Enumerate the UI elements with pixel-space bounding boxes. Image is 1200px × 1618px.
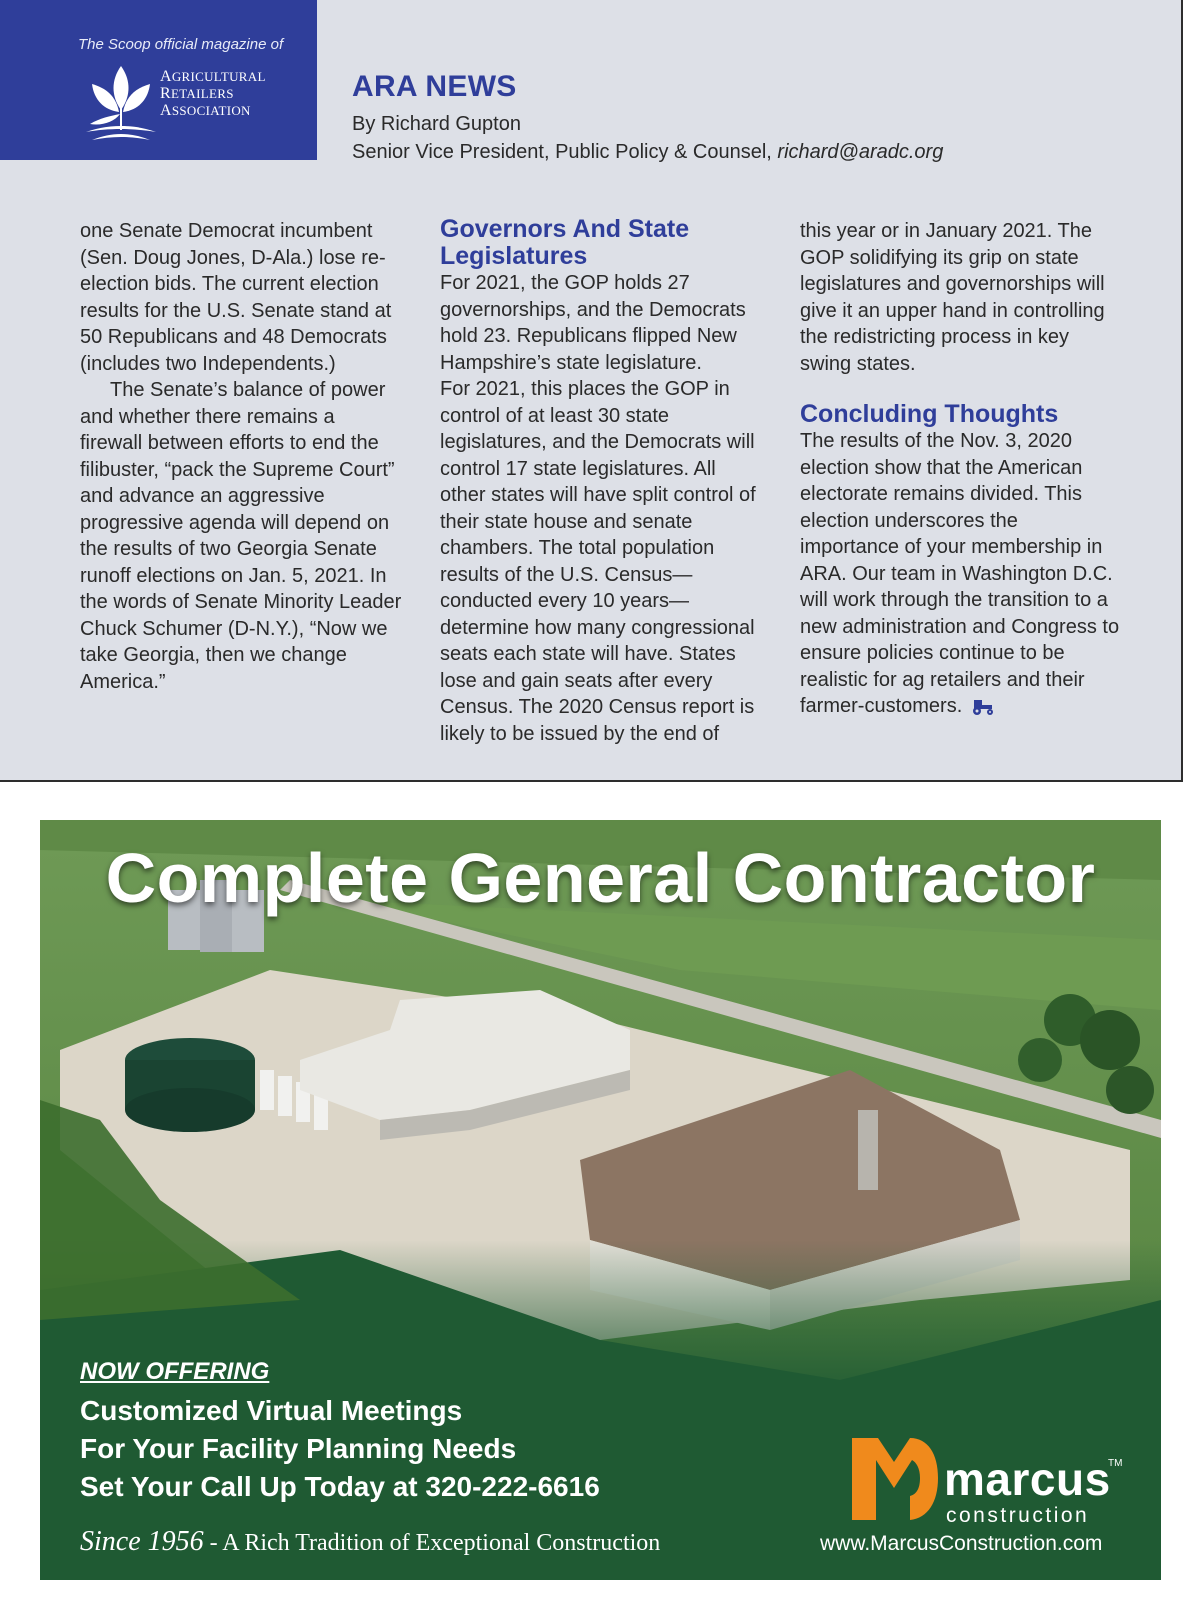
section-title: ARA NEWS [352, 70, 517, 103]
subheading-concluding: Concluding Thoughts [800, 400, 1059, 428]
paragraph-text: The results of the Nov. 3, 2020 election show that the American electorate remains divided. This election underscores the importance of your membership in ARA. Our team in Washington D.C. will work through the transition to a new administration and Congress to ensure policies continue to be realistic for ag retailers and their farmer-customers. [800, 430, 1120, 717]
author-email[interactable]: richard@aradc.org [777, 141, 944, 163]
marcus-construction-ad [40, 820, 1161, 1580]
offer-line: For Your Facility Planning Needs [80, 1433, 517, 1464]
ara-leaf-logo-icon [86, 62, 156, 144]
marcus-m-logo-icon [848, 1432, 940, 1524]
brand-subtitle: construction [946, 1504, 1090, 1527]
article-panel [0, 0, 1183, 782]
tractor-end-mark-icon [970, 699, 996, 715]
paragraph-final [800, 428, 1122, 720]
website-link[interactable]: www.MarcusConstruction.com [820, 1532, 1103, 1555]
author-byline: By Richard Gupton [352, 113, 521, 135]
brand-name: marcus [944, 1453, 1111, 1505]
since-year: Since 1956 [80, 1526, 204, 1557]
author-role: Senior Vice President, Public Policy & Counsel, [352, 141, 778, 163]
article-column-1 [80, 218, 402, 695]
org-name-line: AGRICULTURAL [160, 68, 266, 85]
org-name-line: ASSOCIATION [160, 102, 251, 119]
since-tagline [80, 1526, 660, 1558]
now-offering-label: NOW OFFERING [80, 1358, 270, 1385]
offer-line: Customized Virtual Meetings [80, 1395, 463, 1426]
offer-line-phone[interactable]: Set Your Call Up Today at 320-222-6616 [80, 1471, 600, 1502]
offer-block [80, 1358, 600, 1506]
article-column-3 [800, 218, 1122, 720]
byline-block [352, 110, 943, 166]
author-role-line [352, 138, 943, 166]
masthead [0, 0, 317, 160]
paragraph: The Senate’s balance of power and whether there remains a firewall between efforts to end the filibuster, “pack the Supreme Court” and advance an aggressive progressive agenda will depend on the results of two Georgia Senate runoff elections on Jan. 5, 2021. In the words of Senate Minority Leader Chuck Schumer (D-N.Y.), “Now we take Georgia, then we change America.” [80, 379, 402, 693]
org-name [160, 68, 266, 119]
since-text: - A Rich Tradition of Exceptional Construction [203, 1530, 661, 1556]
subheading-governors: Governors And State Legislatures [440, 215, 690, 270]
masthead-tagline: The Scoop official magazine of [78, 36, 284, 53]
paragraph: one Senate Democrat incumbent (Sen. Doug Jones, D-Ala.) lose re-election bids. The current election results for the U.S. Senate stand at 50 Republicans and 48 Democrats (includes two Independents.) [80, 220, 392, 375]
paragraph: this year or in January 2021. The GOP solidifying its grip on state legislatures and governorships will give it an upper hand in controlling the redistricting process in key swing states. [800, 220, 1105, 375]
ad-headline: Complete General Contractor [105, 839, 1096, 917]
paragraph: For 2021, this places the GOP in control of at least 30 state legislatures, and the Democrats will control 17 state legislatures. All other states will have split control of their state house and senate chambers. The total population results of the U.S. Census—conducted every 10 years—determine how many congressional seats each state will have. States lose and gain seats after every Census. The 2020 Census report is likely to be issued by the end of [440, 378, 756, 745]
org-name-line: RETAILERS [160, 85, 234, 102]
brand-trademark: TM [1108, 1458, 1123, 1469]
article-column-2 [440, 216, 762, 747]
paragraph: For 2021, the GOP holds 27 governorships, and the Democrats hold 23. Republicans flipped New Hampshire’s state legislature. [440, 272, 746, 374]
